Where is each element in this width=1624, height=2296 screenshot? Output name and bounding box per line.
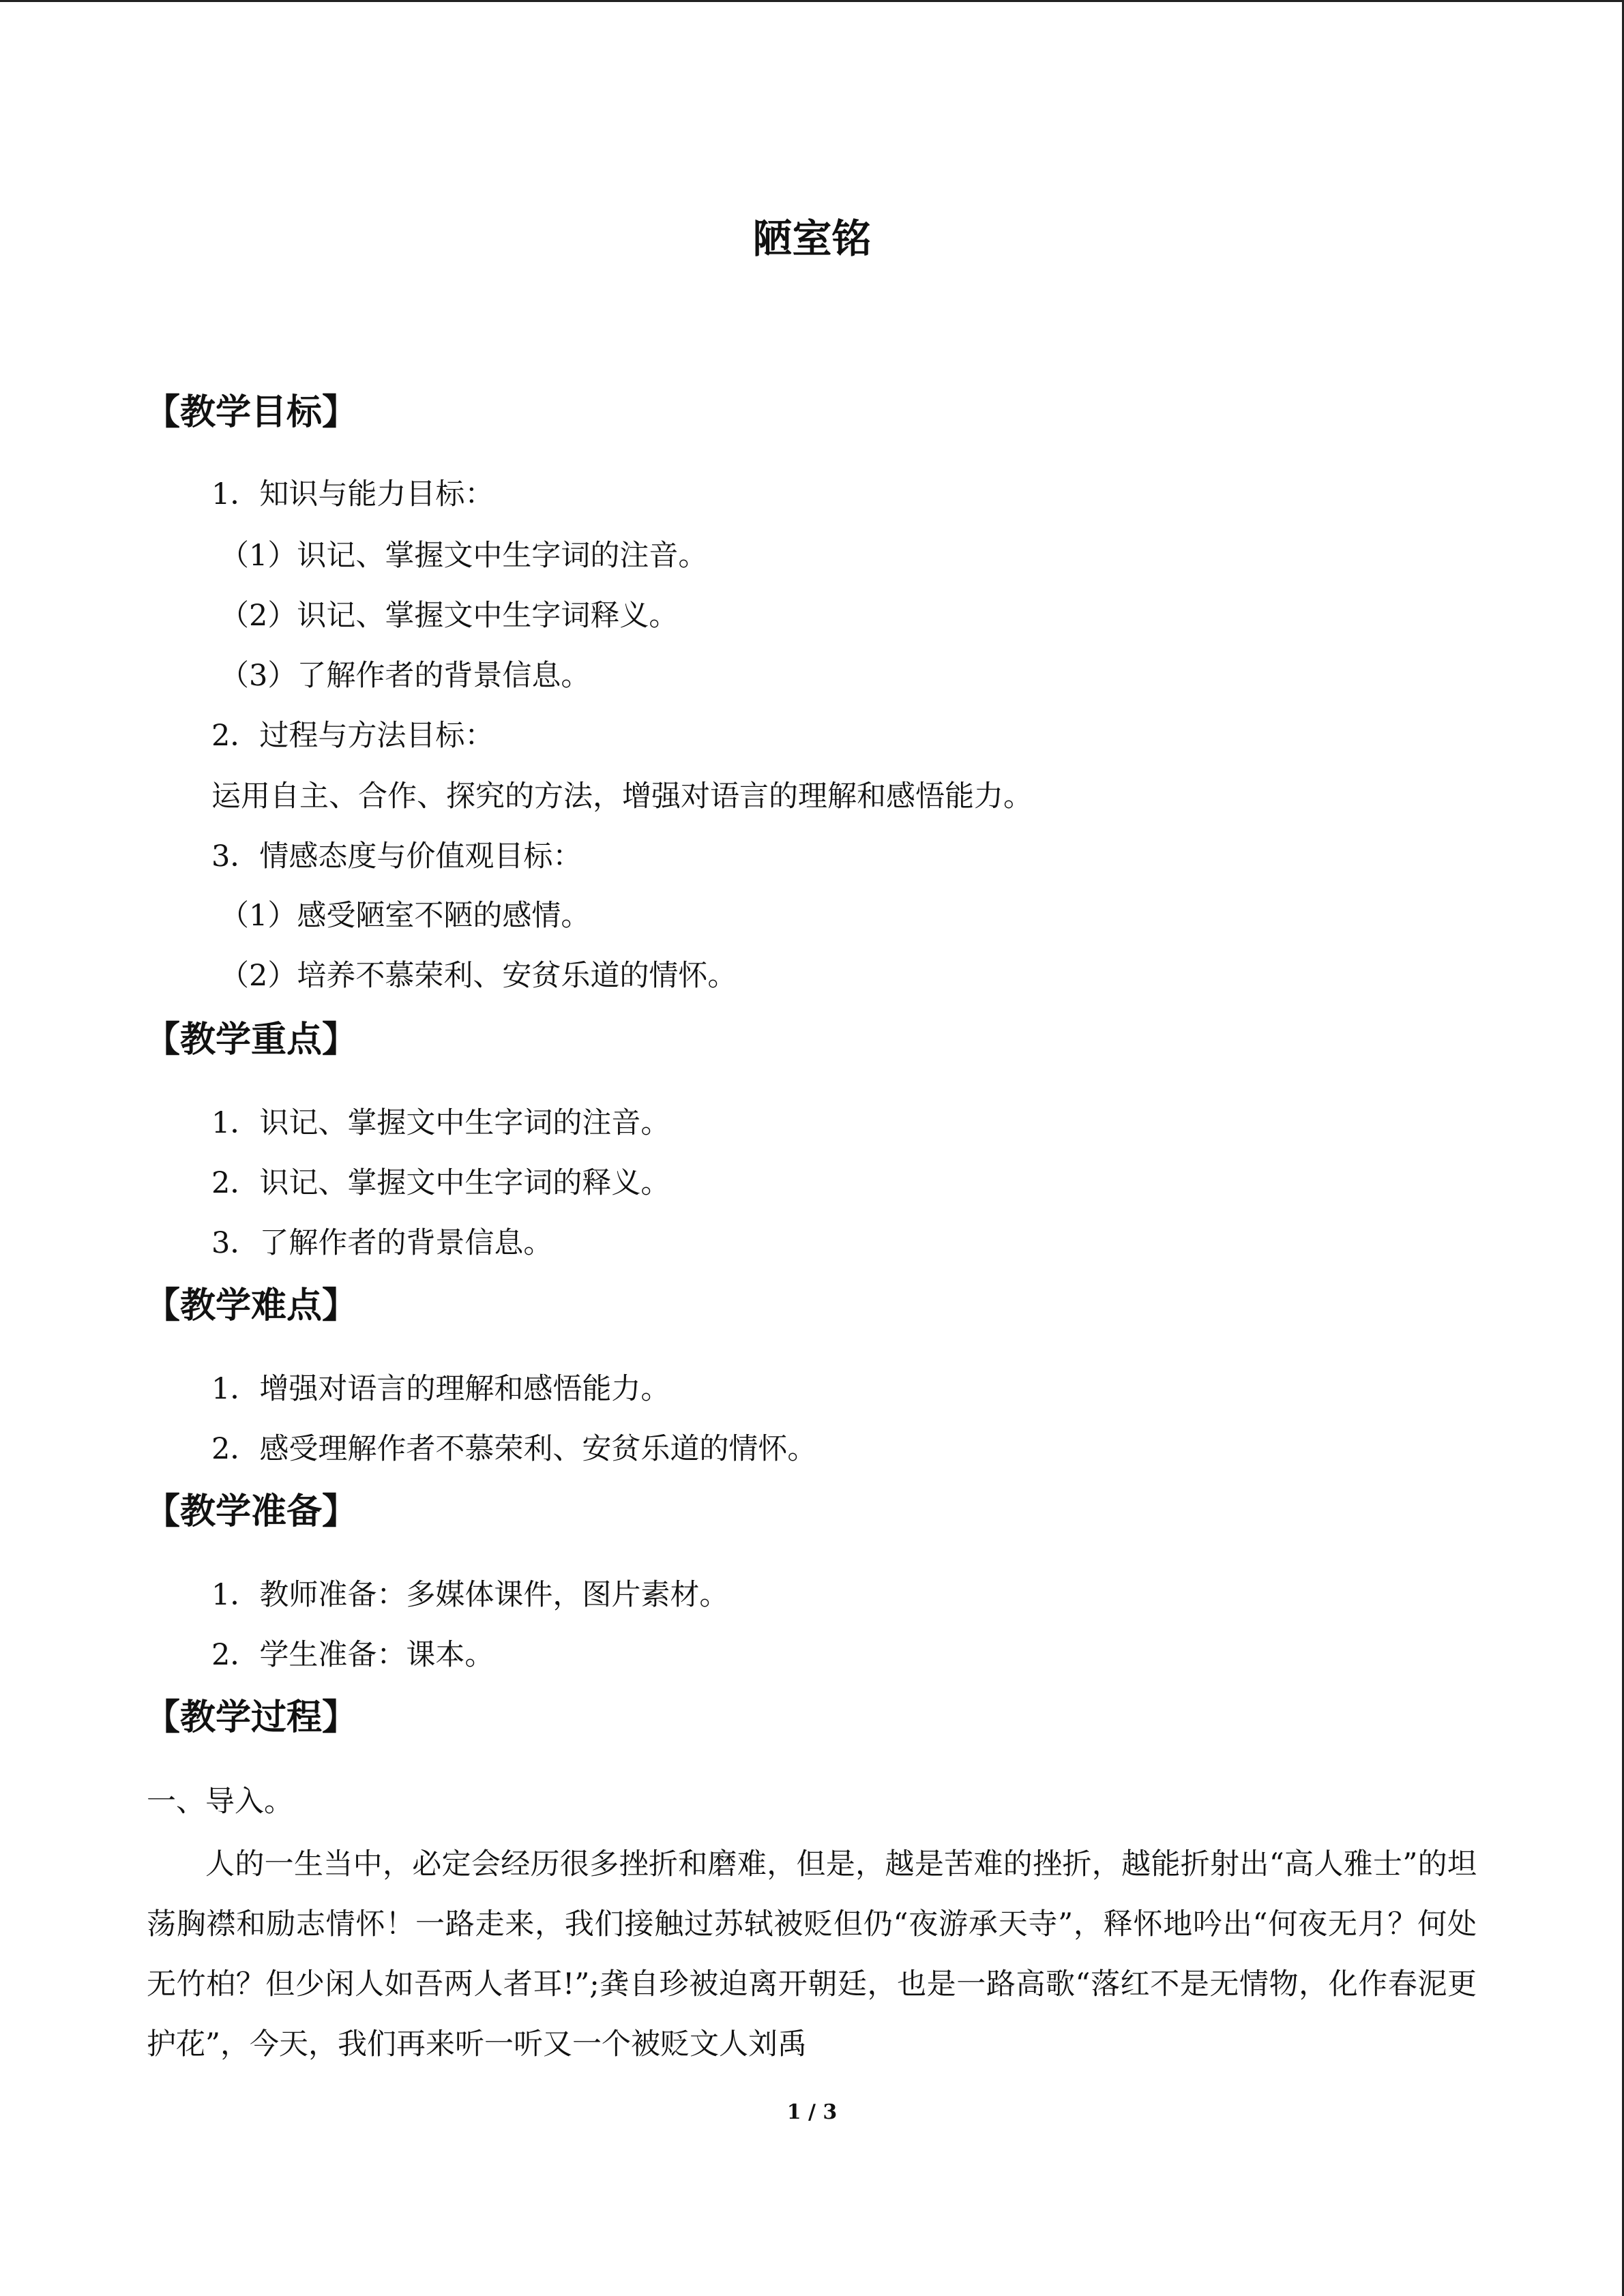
section-heading-preparation: 【教学准备】: [145, 1491, 358, 1532]
key-point-line: 3．了解作者的背景信息。: [211, 1226, 553, 1260]
key-point-line: 1．识记、掌握文中生字词的注音。: [211, 1106, 670, 1140]
goal-line: 1．知识与能力目标：: [211, 477, 494, 511]
section-heading-key-points: 【教学重点】: [145, 1019, 358, 1060]
section-heading-process: 【教学过程】: [145, 1697, 358, 1738]
page-number: 1 / 3: [786, 2100, 838, 2124]
intro-paragraph: 人的一生当中，必定会经历很多挫折和磨难，但是，越是苦难的挫折，越能折射出“高人雅士”的坦荡胸襟和励志情怀！一路走来，我们接触过苏轼被贬但仍“夜游承天寺”，释怀地吟出“何夜无月？何处无竹柏？但少闲人如吾两人者耳!”;龚自珍被迫离开朝廷，也是一路高歌“落红不是无情物，化作春泥更护花”，今天，我们再来听一听又一个被贬文人刘禹: [147, 1847, 1477, 2061]
document-title: 陋室铭: [752, 215, 872, 262]
preparation-line: 2．学生准备：课本。: [211, 1638, 494, 1672]
key-point-line: 2．识记、掌握文中生字词的释义。: [211, 1166, 670, 1200]
goal-line: （3）了解作者的背景信息。: [220, 659, 591, 693]
goal-line: 2．过程与方法目标：: [211, 719, 494, 753]
goal-line: （1）识记、掌握文中生字词的注音。: [220, 539, 708, 573]
goal-line: （2）识记、掌握文中生字词释义。: [220, 599, 679, 633]
difficulty-line: 1．增强对语言的理解和感悟能力。: [211, 1372, 670, 1406]
section-heading-difficulties: 【教学难点】: [145, 1285, 358, 1326]
section-heading-goals: 【教学目标】: [145, 392, 358, 433]
preparation-line: 1．教师准备：多媒体课件，图片素材。: [211, 1578, 729, 1612]
goal-line: （1）感受陋室不陋的感情。: [220, 899, 591, 933]
difficulty-line: 2．感受理解作者不慕荣利、安贫乐道的情怀。: [211, 1432, 817, 1466]
goal-line: 3．情感态度与价值观目标：: [211, 839, 582, 874]
process-step-label: 一、导入。: [147, 1785, 293, 1819]
goal-line: 运用自主、合作、探究的方法，增强对语言的理解和感悟能力。: [211, 779, 1033, 814]
goal-line: （2）培养不慕荣利、安贫乐道的情怀。: [220, 959, 737, 993]
page-border-top: [0, 0, 1624, 2]
